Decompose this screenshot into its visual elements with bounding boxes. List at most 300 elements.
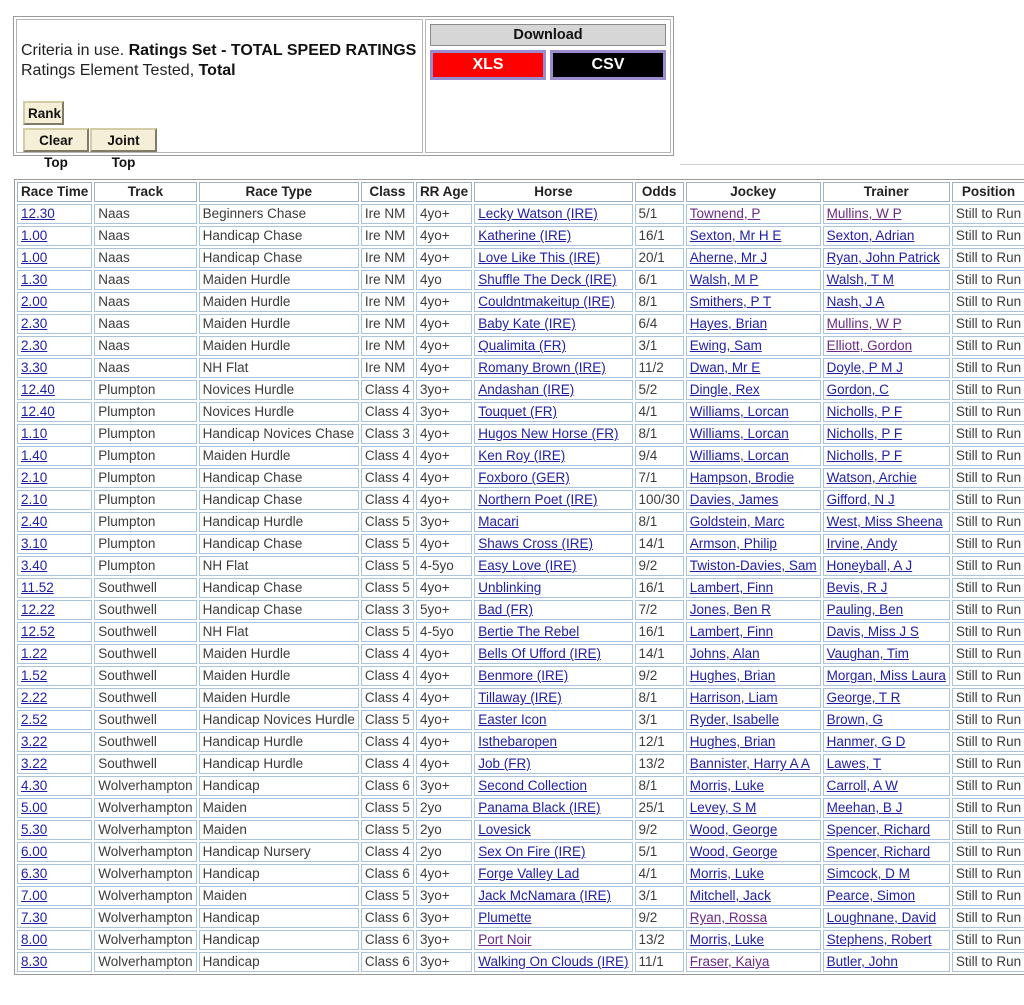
- cell-class: Class 3: [361, 424, 414, 444]
- trainer-link[interactable]: George, T R: [826, 690, 901, 705]
- cell-race-time: [17, 710, 92, 730]
- cell-odds: 12/1: [635, 732, 684, 752]
- cell-trainer: [823, 622, 950, 642]
- cell-class: Ire NM: [361, 226, 414, 246]
- header-race-time: Race Time: [17, 182, 92, 202]
- cell-trainer: [823, 842, 950, 862]
- jockey-link[interactable]: Morris, Luke: [689, 778, 765, 793]
- jockey-link[interactable]: Twiston-Davies, Sam: [689, 558, 817, 573]
- trainer-link[interactable]: Nicholls, P F: [826, 448, 903, 463]
- jockey-link[interactable]: Fraser, Kaiya: [689, 954, 770, 969]
- cell-odds: 8/1: [635, 776, 684, 796]
- race-time-link[interactable]: 5.00: [21, 800, 48, 815]
- table-row: [17, 402, 1024, 422]
- race-time-link[interactable]: 1.10: [21, 426, 48, 441]
- cell-class: Class 5: [361, 512, 414, 532]
- cell-position: Still to Run: [952, 358, 1024, 378]
- cell-trainer: [823, 380, 950, 400]
- cell-odds: 16/1: [635, 622, 684, 642]
- race-time-link[interactable]: 3.40: [21, 558, 48, 573]
- cell-horse: [474, 556, 632, 576]
- cell-rr-age: 4yo+: [416, 688, 472, 708]
- cell-odds: 3/1: [635, 710, 684, 730]
- horse-link[interactable]: Jack McNamara (IRE): [478, 888, 611, 903]
- cell-class: Ire NM: [361, 248, 414, 268]
- cell-position: Still to Run: [952, 292, 1024, 312]
- horse-link[interactable]: Qualimita (FR): [478, 338, 566, 353]
- cell-class: Ire NM: [361, 358, 414, 378]
- horse-link[interactable]: Sex On Fire (IRE): [478, 844, 586, 859]
- trainer-link[interactable]: Morgan, Miss Laura: [826, 668, 946, 683]
- cell-rr-age: 5yo+: [416, 600, 472, 620]
- race-time-link[interactable]: 2.22: [21, 690, 48, 705]
- cell-class: Class 4: [361, 842, 414, 862]
- table-row: [17, 292, 1024, 312]
- cell-trainer: [823, 490, 950, 510]
- cell-odds: 3/1: [635, 886, 684, 906]
- cell-class: Class 4: [361, 732, 414, 752]
- jockey-link[interactable]: Harrison, Liam: [689, 690, 778, 705]
- race-time-link[interactable]: 12.22: [21, 602, 55, 617]
- trainer-link[interactable]: Bevis, R J: [826, 580, 888, 595]
- jockey-link[interactable]: Wood, George: [689, 844, 778, 859]
- race-time-link[interactable]: 2.10: [21, 492, 48, 507]
- race-time-link[interactable]: 7.30: [21, 910, 48, 925]
- cell-jockey: [686, 292, 821, 312]
- race-time-link[interactable]: 12.52: [21, 624, 55, 639]
- cell-rr-age: 4yo+: [416, 490, 472, 510]
- cell-trainer: [823, 226, 950, 246]
- cell-position: Still to Run: [952, 556, 1024, 576]
- table-row: [17, 842, 1024, 862]
- cell-horse: [474, 534, 632, 554]
- cell-horse: [474, 600, 632, 620]
- results-table: [14, 179, 1024, 975]
- horse-link[interactable]: Bad (FR): [478, 602, 533, 617]
- jockey-link[interactable]: Lambert, Finn: [689, 580, 774, 595]
- trainer-link[interactable]: West, Miss Sheena: [826, 514, 943, 529]
- jockey-link[interactable]: Hampson, Brodie: [689, 470, 795, 485]
- ratings-set-value: Ratings Set - TOTAL SPEED RATINGS: [128, 42, 417, 59]
- cell-trainer: [823, 908, 950, 928]
- trainer-link[interactable]: Simcock, D M: [826, 866, 910, 881]
- jockey-link[interactable]: Bannister, Harry A A: [689, 756, 810, 771]
- trainer-link[interactable]: Pauling, Ben: [826, 602, 904, 617]
- trainer-link[interactable]: Brown, G: [826, 712, 883, 727]
- cell-class: Class 4: [361, 644, 414, 664]
- horse-link[interactable]: Port Noir: [478, 932, 532, 947]
- cell-jockey: [686, 798, 821, 818]
- table-row: [17, 776, 1024, 796]
- cell-position: Still to Run: [952, 336, 1024, 356]
- cell-jockey: [686, 248, 821, 268]
- cell-horse: [474, 710, 632, 730]
- cell-position: Still to Run: [952, 688, 1024, 708]
- cell-rr-age: 4-5yo: [416, 622, 472, 642]
- table-row: [17, 710, 1024, 730]
- race-time-link[interactable]: 12.40: [21, 404, 55, 419]
- race-time-link[interactable]: 2.10: [21, 470, 48, 485]
- trainer-link[interactable]: Elliott, Gordon: [826, 338, 913, 353]
- cell-trainer: [823, 578, 950, 598]
- race-time-link[interactable]: 4.30: [21, 778, 48, 793]
- horse-link[interactable]: Plumette: [478, 910, 532, 925]
- jockey-link[interactable]: Ryan, Rossa: [689, 910, 768, 925]
- cell-trainer: [823, 754, 950, 774]
- rank-button[interactable]: Rank: [23, 101, 64, 125]
- cell-class: Class 4: [361, 688, 414, 708]
- horse-link[interactable]: Andashan (IRE): [478, 382, 575, 397]
- cell-rr-age: 4yo+: [416, 732, 472, 752]
- jockey-link[interactable]: Williams, Lorcan: [689, 426, 789, 441]
- cell-class: Ire NM: [361, 270, 414, 290]
- cell-race-type: Handicap Chase: [199, 490, 359, 510]
- cell-race-time: [17, 820, 92, 840]
- horse-link[interactable]: Love Like This (IRE): [478, 250, 601, 265]
- cell-odds: 4/1: [635, 864, 684, 884]
- trainer-link[interactable]: Walsh, T M: [826, 272, 894, 287]
- cell-race-type: Maiden Hurdle: [199, 292, 359, 312]
- cell-rr-age: 3yo+: [416, 402, 472, 422]
- jockey-link[interactable]: Johns, Alan: [689, 646, 760, 661]
- trainer-link[interactable]: Ryan, John Patrick: [826, 250, 940, 265]
- jockey-link[interactable]: Smithers, P T: [689, 294, 772, 309]
- cell-odds: 25/1: [635, 798, 684, 818]
- trainer-link[interactable]: Spencer, Richard: [826, 844, 931, 859]
- cell-odds: 16/1: [635, 226, 684, 246]
- jockey-link[interactable]: Wood, George: [689, 822, 778, 837]
- cell-position: Still to Run: [952, 270, 1024, 290]
- cell-race-time: [17, 380, 92, 400]
- element-label: Ratings Element Tested,: [21, 62, 195, 79]
- cell-trainer: [823, 556, 950, 576]
- table-row: [17, 534, 1024, 554]
- cell-rr-age: 4yo: [416, 270, 472, 290]
- trainer-link[interactable]: Vaughan, Tim: [826, 646, 909, 661]
- cell-jockey: [686, 578, 821, 598]
- cell-odds: 5/2: [635, 380, 684, 400]
- cell-track: Plumpton: [94, 490, 196, 510]
- criteria-label: Criteria in use.: [21, 42, 125, 59]
- cell-trainer: [823, 930, 950, 950]
- horse-link[interactable]: Shuffle The Deck (IRE): [478, 272, 617, 287]
- jockey-link[interactable]: Sexton, Mr H E: [689, 228, 782, 243]
- cell-horse: [474, 314, 632, 334]
- cell-race-time: [17, 842, 92, 862]
- horse-link[interactable]: Lecky Watson (IRE): [478, 206, 598, 221]
- jockey-link[interactable]: Davies, James: [689, 492, 779, 507]
- cell-jockey: [686, 336, 821, 356]
- cell-trainer: [823, 886, 950, 906]
- race-time-link[interactable]: 8.30: [21, 954, 48, 969]
- cell-position: Still to Run: [952, 864, 1024, 884]
- race-time-link[interactable]: 8.00: [21, 932, 48, 947]
- cell-race-type: Handicap Novices Hurdle: [199, 710, 359, 730]
- cell-race-type: Maiden: [199, 820, 359, 840]
- cell-race-time: [17, 336, 92, 356]
- cell-jockey: [686, 600, 821, 620]
- horse-link[interactable]: Walking On Clouds (IRE): [478, 954, 629, 969]
- trainer-link[interactable]: Mullins, W P: [826, 316, 902, 331]
- cell-trainer: [823, 710, 950, 730]
- horse-link[interactable]: Bells Of Ufford (IRE): [478, 646, 601, 661]
- cell-race-type: Maiden: [199, 798, 359, 818]
- table-row: [17, 886, 1024, 906]
- cell-race-time: [17, 622, 92, 642]
- jockey-link[interactable]: Townend, P: [689, 206, 761, 221]
- horse-link[interactable]: Baby Kate (IRE): [478, 316, 576, 331]
- horse-link[interactable]: Bertie The Rebel: [478, 624, 580, 639]
- race-time-link[interactable]: 1.30: [21, 272, 48, 287]
- horse-link[interactable]: Hugos New Horse (FR): [478, 426, 619, 441]
- cell-jockey: [686, 776, 821, 796]
- cell-position: Still to Run: [952, 380, 1024, 400]
- horse-link[interactable]: Ken Roy (IRE): [478, 448, 566, 463]
- race-time-link[interactable]: 6.00: [21, 844, 48, 859]
- horse-link[interactable]: Touquet (FR): [478, 404, 557, 419]
- jockey-link[interactable]: Hughes, Brian: [689, 668, 776, 683]
- cell-trainer: [823, 402, 950, 422]
- cell-position: Still to Run: [952, 490, 1024, 510]
- jockey-link[interactable]: Dingle, Rex: [689, 382, 760, 397]
- trainer-link[interactable]: Gordon, C: [826, 382, 889, 397]
- trainer-link[interactable]: Doyle, P M J: [826, 360, 903, 375]
- cell-jockey: [686, 930, 821, 950]
- cell-odds: 7/1: [635, 468, 684, 488]
- cell-horse: [474, 270, 632, 290]
- race-time-link[interactable]: 1.52: [21, 668, 48, 683]
- table-row: [17, 908, 1024, 928]
- horse-link[interactable]: Isthebaropen: [478, 734, 558, 749]
- cell-position: Still to Run: [952, 908, 1024, 928]
- cell-race-time: [17, 798, 92, 818]
- joint-top-button[interactable]: Joint Top: [90, 128, 157, 152]
- cell-horse: [474, 908, 632, 928]
- jockey-link[interactable]: Dwan, Mr E: [689, 360, 761, 375]
- cell-rr-age: 4-5yo: [416, 556, 472, 576]
- horse-link[interactable]: Couldntmakeitup (IRE): [478, 294, 615, 309]
- cell-class: Class 3: [361, 600, 414, 620]
- jockey-link[interactable]: Williams, Lorcan: [689, 404, 789, 419]
- cell-track: Naas: [94, 226, 196, 246]
- trainer-link[interactable]: Nicholls, P F: [826, 404, 903, 419]
- cell-class: Class 5: [361, 578, 414, 598]
- cell-odds: 20/1: [635, 248, 684, 268]
- cell-rr-age: 3yo+: [416, 930, 472, 950]
- trainer-link[interactable]: Davis, Miss J S: [826, 624, 919, 639]
- race-time-link[interactable]: 12.40: [21, 382, 55, 397]
- cell-horse: [474, 490, 632, 510]
- cell-class: Class 4: [361, 446, 414, 466]
- cell-race-time: [17, 754, 92, 774]
- cell-trainer: [823, 666, 950, 686]
- race-time-link[interactable]: 1.40: [21, 448, 48, 463]
- table-row: [17, 754, 1024, 774]
- jockey-link[interactable]: Walsh, M P: [689, 272, 759, 287]
- trainer-link[interactable]: Mullins, W P: [826, 206, 902, 221]
- cell-horse: [474, 622, 632, 642]
- cell-position: Still to Run: [952, 666, 1024, 686]
- trainer-link[interactable]: Irvine, Andy: [826, 536, 898, 551]
- jockey-link[interactable]: Lambert, Finn: [689, 624, 774, 639]
- cell-position: Still to Run: [952, 754, 1024, 774]
- trainer-link[interactable]: Watson, Archie: [826, 470, 917, 485]
- race-time-link[interactable]: 1.00: [21, 228, 48, 243]
- trainer-link[interactable]: Stephens, Robert: [826, 932, 932, 947]
- clear-top-button[interactable]: Clear Top: [23, 128, 89, 152]
- cell-race-type: NH Flat: [199, 622, 359, 642]
- cell-trainer: [823, 446, 950, 466]
- cell-odds: 9/4: [635, 446, 684, 466]
- cell-odds: 14/1: [635, 534, 684, 554]
- trainer-link[interactable]: Pearce, Simon: [826, 888, 916, 903]
- cell-race-type: Maiden Hurdle: [199, 688, 359, 708]
- cell-trainer: [823, 644, 950, 664]
- jockey-link[interactable]: Ryder, Isabelle: [689, 712, 780, 727]
- race-time-link[interactable]: 2.40: [21, 514, 48, 529]
- horse-link[interactable]: Forge Valley Lad: [478, 866, 580, 881]
- table-row: [17, 358, 1024, 378]
- cell-odds: 100/30: [635, 490, 684, 510]
- cell-track: Wolverhampton: [94, 952, 196, 972]
- cell-class: Ire NM: [361, 336, 414, 356]
- horse-link[interactable]: Easy Love (IRE): [478, 558, 577, 573]
- xls-download-button[interactable]: XLS: [430, 50, 546, 80]
- cell-horse: [474, 468, 632, 488]
- trainer-link[interactable]: Honeyball, A J: [826, 558, 913, 573]
- cell-race-type: Handicap Chase: [199, 468, 359, 488]
- cell-class: Class 4: [361, 402, 414, 422]
- horse-link[interactable]: Easter Icon: [478, 712, 547, 727]
- cell-jockey: [686, 952, 821, 972]
- race-time-link[interactable]: 1.22: [21, 646, 48, 661]
- trainer-link[interactable]: Spencer, Richard: [826, 822, 931, 837]
- cell-jockey: [686, 820, 821, 840]
- race-time-link[interactable]: 5.30: [21, 822, 48, 837]
- race-time-link[interactable]: 6.30: [21, 866, 48, 881]
- race-time-link[interactable]: 12.30: [21, 206, 55, 221]
- race-time-link[interactable]: 3.22: [21, 756, 48, 771]
- jockey-link[interactable]: Morris, Luke: [689, 932, 765, 947]
- horse-link[interactable]: Benmore (IRE): [478, 668, 569, 683]
- divider: [680, 164, 1024, 165]
- cell-odds: 4/1: [635, 402, 684, 422]
- horse-link[interactable]: Shaws Cross (IRE): [478, 536, 593, 551]
- race-time-link[interactable]: 2.00: [21, 294, 48, 309]
- trainer-link[interactable]: Nicholls, P F: [826, 426, 903, 441]
- horse-link[interactable]: Job (FR): [478, 756, 531, 771]
- element-value: Total: [198, 62, 236, 79]
- trainer-link[interactable]: Meehan, B J: [826, 800, 903, 815]
- horse-link[interactable]: Tillaway (IRE): [478, 690, 562, 705]
- trainer-link[interactable]: Gifford, N J: [826, 492, 895, 507]
- trainer-link[interactable]: Sexton, Adrian: [826, 228, 915, 243]
- table-body: [17, 204, 1024, 972]
- race-time-link[interactable]: 2.30: [21, 338, 48, 353]
- cell-track: Southwell: [94, 688, 196, 708]
- race-time-link[interactable]: 7.00: [21, 888, 48, 903]
- cell-odds: 5/1: [635, 842, 684, 862]
- download-box: [425, 19, 671, 153]
- horse-link[interactable]: Northern Poet (IRE): [478, 492, 598, 507]
- horse-link[interactable]: Second Collection: [478, 778, 588, 793]
- trainer-link[interactable]: Carroll, A W: [826, 778, 898, 793]
- cell-odds: 14/1: [635, 644, 684, 664]
- race-time-link[interactable]: 3.30: [21, 360, 48, 375]
- race-time-link[interactable]: 1.00: [21, 250, 48, 265]
- trainer-link[interactable]: Hanmer, G D: [826, 734, 906, 749]
- csv-download-button[interactable]: CSV: [550, 50, 666, 80]
- horse-link[interactable]: Foxboro (GER): [478, 470, 570, 485]
- jockey-link[interactable]: Armson, Philip: [689, 536, 777, 551]
- race-time-link[interactable]: 3.22: [21, 734, 48, 749]
- jockey-link[interactable]: Goldstein, Marc: [689, 514, 785, 529]
- cell-rr-age: 4yo+: [416, 578, 472, 598]
- cell-rr-age: 3yo+: [416, 908, 472, 928]
- table-row: [17, 864, 1024, 884]
- cell-horse: [474, 292, 632, 312]
- cell-race-type: Maiden Hurdle: [199, 446, 359, 466]
- jockey-link[interactable]: Hughes, Brian: [689, 734, 776, 749]
- cell-class: Class 5: [361, 886, 414, 906]
- jockey-link[interactable]: Ewing, Sam: [689, 338, 762, 353]
- jockey-link[interactable]: Morris, Luke: [689, 866, 765, 881]
- race-time-link[interactable]: 3.10: [21, 536, 48, 551]
- cell-position: Still to Run: [952, 710, 1024, 730]
- cell-race-time: [17, 446, 92, 466]
- horse-link[interactable]: Lovesick: [478, 822, 531, 837]
- cell-rr-age: 4yo+: [416, 248, 472, 268]
- jockey-link[interactable]: Mitchell, Jack: [689, 888, 771, 903]
- trainer-link[interactable]: Butler, John: [826, 954, 898, 969]
- cell-jockey: [686, 556, 821, 576]
- trainer-link[interactable]: Nash, J A: [826, 294, 885, 309]
- horse-link[interactable]: Unblinking: [478, 580, 542, 595]
- race-time-link[interactable]: 2.52: [21, 712, 48, 727]
- trainer-link[interactable]: Loughnane, David: [826, 910, 937, 925]
- cell-horse: [474, 424, 632, 444]
- cell-race-type: Maiden: [199, 886, 359, 906]
- cell-track: Southwell: [94, 622, 196, 642]
- cell-position: Still to Run: [952, 886, 1024, 906]
- jockey-link[interactable]: Hayes, Brian: [689, 316, 768, 331]
- cell-rr-age: 4yo+: [416, 292, 472, 312]
- cell-class: Class 6: [361, 952, 414, 972]
- jockey-link[interactable]: Levey, S M: [689, 800, 757, 815]
- header-jockey: Jockey: [686, 182, 821, 202]
- cell-race-type: Handicap: [199, 864, 359, 884]
- cell-track: Naas: [94, 204, 196, 224]
- trainer-link[interactable]: Lawes, T: [826, 756, 882, 771]
- cell-trainer: [823, 204, 950, 224]
- cell-rr-age: 4yo+: [416, 226, 472, 246]
- horse-link[interactable]: Romany Brown (IRE): [478, 360, 606, 375]
- jockey-link[interactable]: Aherne, Mr J: [689, 250, 768, 265]
- race-time-link[interactable]: 2.30: [21, 316, 48, 331]
- cell-race-time: [17, 864, 92, 884]
- jockey-link[interactable]: Williams, Lorcan: [689, 448, 789, 463]
- cell-race-type: NH Flat: [199, 556, 359, 576]
- race-time-link[interactable]: 11.52: [21, 580, 54, 595]
- cell-track: Wolverhampton: [94, 864, 196, 884]
- header-rr-age: RR Age: [416, 182, 472, 202]
- cell-odds: 9/2: [635, 820, 684, 840]
- horse-link[interactable]: Macari: [478, 514, 519, 529]
- table-row: [17, 314, 1024, 334]
- horse-link[interactable]: Panama Black (IRE): [478, 800, 601, 815]
- horse-link[interactable]: Katherine (IRE): [478, 228, 572, 243]
- jockey-link[interactable]: Jones, Ben R: [689, 602, 771, 617]
